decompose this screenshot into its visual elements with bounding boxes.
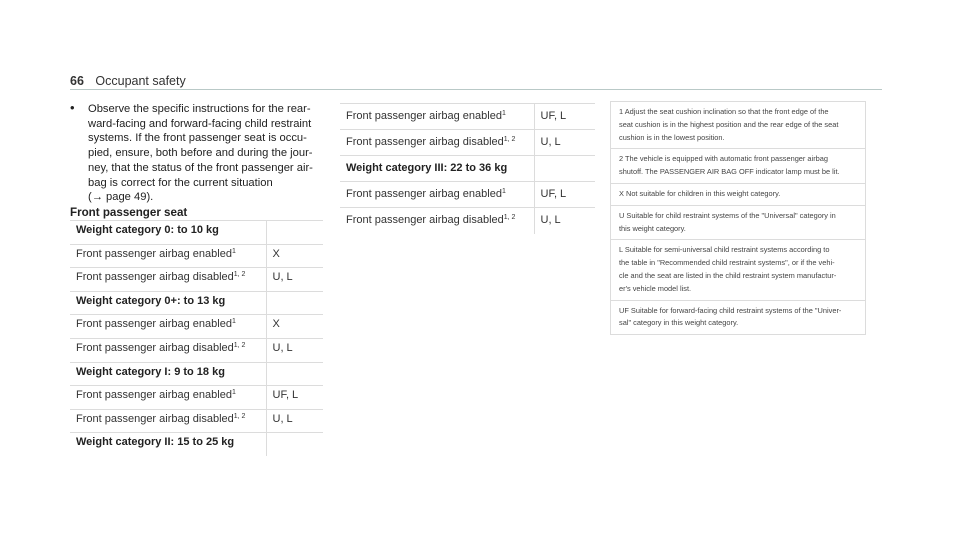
suitability-cell: [266, 362, 323, 386]
footnote-ref: 1, 2: [233, 412, 246, 420]
suitability-cell: [534, 156, 595, 182]
instruction-line: pied, ensure, both before and during the jour-: [88, 147, 313, 160]
row-label-cell: [340, 156, 534, 182]
suitability-cell: U, L: [534, 130, 595, 156]
row-label: Front passenger airbag disabled: [76, 341, 234, 354]
footnote: [611, 102, 865, 149]
row-label-cell: [70, 409, 266, 433]
instruction-line: ney, that the status of the front passenger air-: [88, 161, 313, 174]
airbag-status-row: [340, 208, 595, 234]
weight-category-row: [340, 156, 595, 182]
suitability-cell: X: [266, 244, 323, 268]
footnote-ref: 1: [501, 110, 506, 117]
footnote-ref: 1, 2: [233, 271, 246, 279]
child-seat-table-left: [70, 220, 323, 456]
page-header: [70, 74, 186, 88]
airbag-status-row: [340, 104, 595, 130]
suitability-cell: UF, L: [534, 104, 595, 130]
instruction-line: Observe the specific instructions for the rear-: [88, 103, 311, 115]
suitability-cell: U, L: [534, 208, 595, 234]
airbag-status-row: [70, 315, 323, 339]
row-label: Front passenger airbag enabled: [76, 247, 232, 260]
weight-category-row: [70, 291, 323, 315]
row-label: Front passenger airbag enabled: [346, 188, 502, 200]
row-label-cell: [70, 291, 266, 315]
row-label-cell: [70, 221, 266, 245]
weight-category-row: [70, 433, 323, 457]
section-heading: Front passenger seat: [70, 206, 188, 219]
footnote-line: er's vehicle model list.: [619, 283, 692, 293]
instruction-line: bag is correct for the current situation: [88, 176, 273, 189]
footnote-line: shutoff. The PASSENGER AIR BAG OFF indicator lamp must be lit.: [619, 167, 840, 177]
row-label: Weight category 0+: to 13 kg: [76, 294, 226, 307]
airbag-status-row: [70, 338, 323, 362]
suitability-cell: U, L: [266, 268, 323, 292]
row-label-cell: [70, 315, 266, 339]
suitability-cell: U, L: [266, 338, 323, 362]
footnote: [611, 301, 865, 336]
row-label: Front passenger airbag disabled: [76, 412, 234, 425]
footnote-line: X Not suitable for children in this weight category.: [619, 188, 781, 198]
suitability-cell: UF, L: [534, 182, 595, 208]
airbag-status-row: [70, 244, 323, 268]
weight-category-row: [70, 362, 323, 386]
page-number: 66: [70, 74, 84, 88]
bullet-icon: •: [70, 100, 75, 115]
row-label: Weight category III: 22 to 36 kg: [346, 162, 508, 174]
footnote-line: UF Suitable for forward-facing child restraint systems of the "Univer-: [619, 305, 842, 315]
header-divider: [70, 89, 882, 90]
row-label: Front passenger airbag enabled: [76, 318, 232, 331]
row-label: Weight category 0: to 10 kg: [76, 224, 219, 236]
suitability-cell: [266, 291, 323, 315]
row-label-cell: [340, 208, 534, 234]
row-label-cell: [340, 104, 534, 130]
row-label-cell: [340, 182, 534, 208]
footnote-line: U Suitable for child restraint systems of the "Universal" category in: [619, 210, 836, 220]
row-label: Weight category II: 15 to 25 kg: [76, 436, 235, 449]
instruction-line: ward-facing and forward-facing child restraint: [88, 117, 312, 130]
row-label-cell: [70, 268, 266, 292]
row-label-cell: [70, 433, 266, 457]
footnotes-box: [610, 101, 866, 335]
instruction-line: (→ page 49).: [88, 191, 154, 204]
footnote-line: 1 Adjust the seat cushion inclination so that the front edge of the: [619, 107, 829, 116]
row-label-cell: [70, 244, 266, 268]
row-label: Front passenger airbag enabled: [346, 110, 502, 122]
weight-category-row: [70, 221, 323, 245]
instruction-paragraph: [70, 102, 325, 205]
suitability-cell: [266, 221, 323, 245]
suitability-cell: U, L: [266, 409, 323, 433]
footnote: [611, 206, 865, 241]
child-seat-table-middle: [340, 103, 595, 234]
footnote-ref: 1, 2: [503, 214, 516, 221]
airbag-status-row: [70, 386, 323, 410]
footnote-line: sal" category in this weight category.: [619, 318, 739, 328]
footnote-ref: 1: [231, 247, 236, 255]
footnote-ref: 1, 2: [503, 136, 516, 143]
suitability-cell: UF, L: [266, 386, 323, 410]
footnote-line: cle and the seat are listed in the child restraint system manufactur-: [619, 270, 837, 280]
instruction-line: systems. If the front passenger seat is occu-: [88, 132, 307, 145]
row-label: Weight category I: 9 to 18 kg: [76, 365, 225, 378]
footnote: [611, 240, 865, 300]
row-label-cell: [70, 386, 266, 410]
page-section-title: Occupant safety: [95, 74, 186, 88]
airbag-status-row: [340, 182, 595, 208]
suitability-cell: X: [266, 315, 323, 339]
airbag-status-row: [340, 130, 595, 156]
footnote-line: L Suitable for semi-universal child restraint systems according to: [619, 245, 830, 255]
airbag-status-row: [70, 409, 323, 433]
row-label: Front passenger airbag disabled: [76, 271, 234, 284]
footnote-line: this weight category.: [619, 223, 686, 233]
row-label: Front passenger airbag disabled: [346, 136, 504, 148]
footnote-line: 2 The vehicle is equipped with automatic front passenger airbag: [619, 154, 828, 164]
footnote-ref: 1: [501, 188, 506, 195]
airbag-status-row: [70, 268, 323, 292]
row-label-cell: [70, 338, 266, 362]
footnote-line: the table in "Recommended child restraint systems", or if the vehi-: [619, 258, 835, 268]
suitability-cell: [266, 433, 323, 457]
row-label-cell: [340, 130, 534, 156]
footnote-ref: 1: [231, 389, 236, 397]
footnote-line: seat cushion is in the highest position and the rear edge of the seat: [619, 119, 839, 129]
row-label: Front passenger airbag enabled: [76, 389, 232, 402]
row-label: Front passenger airbag disabled: [346, 214, 504, 226]
footnote: [611, 149, 865, 184]
footnote: [611, 184, 865, 206]
footnote-ref: 1, 2: [233, 341, 246, 349]
footnote-line: cushion is in the lowest position.: [619, 132, 725, 142]
footnote-ref: 1: [231, 318, 236, 326]
row-label-cell: [70, 362, 266, 386]
